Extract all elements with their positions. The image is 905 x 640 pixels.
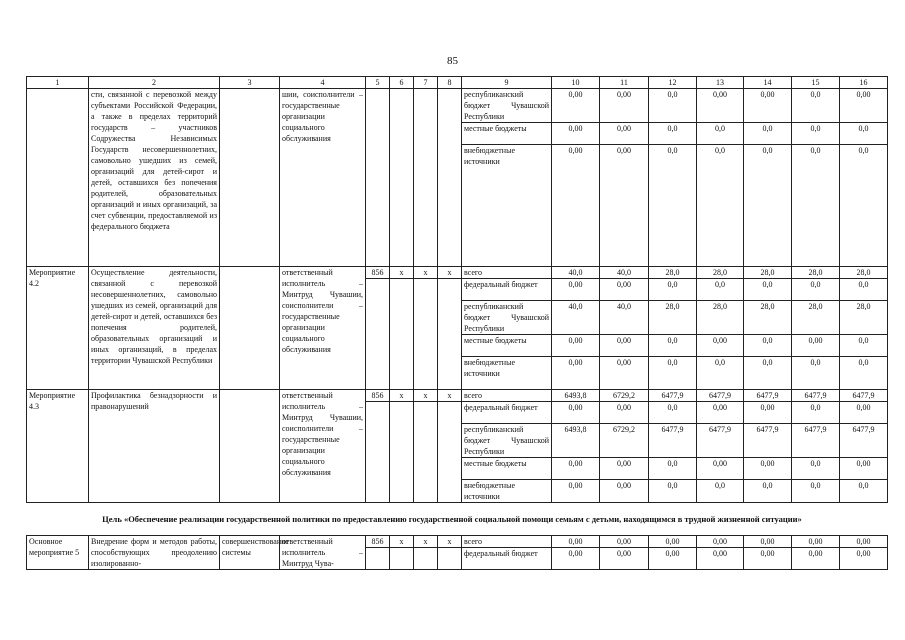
value-cell: 6477,9 [649,424,697,458]
value-cell: 6477,9 [744,390,792,402]
value-cell: 0,0 [649,402,697,424]
value-cell: 0,00 [552,536,600,548]
code-cell [414,548,438,570]
col-header: 1 [27,77,89,89]
value-cell: 0,00 [840,458,888,480]
executor: ответственный исполнитель – Минтруд Чувашии, соисполнители – государственные организации социального обслуживания [280,267,366,390]
value-cell: 6729,2 [600,390,649,402]
code-cell: x [390,390,414,402]
code-cell [414,279,438,390]
value-cell: 28,0 [649,267,697,279]
col-header: 15 [792,77,840,89]
funding-source: внебюджетные источники [462,480,552,503]
value-cell: 0,00 [552,357,600,390]
col7-cell [414,89,438,267]
budget-table [26,76,888,503]
event-name: Профилактика безнадзорности и правонарушений [89,390,220,503]
value-cell: 0,0 [792,279,840,301]
value-cell: 0,00 [552,279,600,301]
value-cell: 0,0 [697,279,744,301]
value-cell: 28,0 [744,301,792,335]
col-header: 11 [600,77,649,89]
value-cell: 0,0 [744,357,792,390]
funding-source: всего [462,267,552,279]
col-header: 5 [366,77,390,89]
value-cell: 0,00 [552,335,600,357]
value-cell: 0,00 [744,458,792,480]
col3-cell [220,89,280,267]
event-name: Осуществление деятельности, связанной с перевозкой несовершеннолетних, самовольно ушедших из семей, организаций для детей-сирот и детей, оставшихся без попечения родителей, образовательных организаций и иных организаций, в пределах территории Чувашской Республики [89,267,220,390]
col5-cell [366,89,390,267]
value-cell: 0,0 [649,279,697,301]
value-cell: 0,00 [697,402,744,424]
value-cell: 0,0 [792,458,840,480]
code-cell: x [390,267,414,279]
code-cell: x [414,390,438,402]
value-cell: 0,00 [552,480,600,503]
value-cell: 28,0 [840,267,888,279]
table-row [27,89,888,123]
funding-source: всего [462,536,552,548]
value-cell: 0,0 [649,123,697,145]
value-cell: 0,00 [600,145,649,267]
funding-source: федеральный бюджет [462,279,552,301]
value-cell: 40,0 [552,301,600,335]
code-cell: x [438,267,462,279]
goal-heading: Цель «Обеспечение реализации государственной политики по предоставлению государственной социальной помощи семьям с детьми, находящимся в трудной жизненной ситуации» [102,514,802,524]
code-cell [366,548,390,570]
col3-cell [220,267,280,390]
value-cell: 0,0 [744,279,792,301]
value-cell: 0,0 [744,335,792,357]
value-cell: 0,00 [600,480,649,503]
value-cell: 28,0 [792,267,840,279]
funding-source: федеральный бюджет [462,548,552,570]
value-cell: 6477,9 [840,390,888,402]
event-type: Основное мероприятие 5 [27,536,89,570]
value-cell: 0,00 [552,145,600,267]
value-cell: 0,0 [792,145,840,267]
col3-cell: совершенствование системы [220,536,280,570]
value-cell: 0,00 [792,548,840,570]
value-cell: 0,0 [792,89,840,123]
col-header: 8 [438,77,462,89]
value-cell: 0,00 [649,548,697,570]
funding-source: всего [462,390,552,402]
code-cell: x [438,536,462,548]
col-header: 7 [414,77,438,89]
code-cell: x [414,267,438,279]
value-cell: 0,00 [552,123,600,145]
value-cell: 0,00 [840,89,888,123]
funding-source: республиканский бюджет Чувашской Республики [462,89,552,123]
col-header: 9 [462,77,552,89]
value-cell: 0,0 [649,458,697,480]
code-cell [438,402,462,503]
value-cell: 0,0 [697,123,744,145]
col-header: 3 [220,77,280,89]
value-cell: 0,00 [792,536,840,548]
code-cell: 856 [366,536,390,548]
code-cell [390,402,414,503]
col3-cell [220,390,280,503]
value-cell: 0,00 [600,335,649,357]
value-cell: 0,00 [600,357,649,390]
value-cell: 0,00 [792,335,840,357]
value-cell: 0,00 [744,536,792,548]
value-cell: 0,00 [552,458,600,480]
value-cell: 0,0 [840,480,888,503]
col-header: 10 [552,77,600,89]
value-cell: 0,00 [697,89,744,123]
code-cell [390,548,414,570]
executor: ответственный исполнитель – Минтруд Чувашии, соисполнители – государственные организации социального обслуживания [280,390,366,503]
value-cell: 6477,9 [792,390,840,402]
value-cell: 0,0 [744,145,792,267]
value-cell: 6477,9 [697,390,744,402]
code-cell: x [390,536,414,548]
code-cell [414,402,438,503]
funding-source: республиканский бюджет Чувашской Республики [462,424,552,458]
value-cell: 0,0 [649,357,697,390]
value-cell: 0,0 [697,145,744,267]
executor: ответственный исполнитель – Минтруд Чува- [280,536,366,570]
funding-source: местные бюджеты [462,458,552,480]
value-cell: 28,0 [792,301,840,335]
funding-source: местные бюджеты [462,335,552,357]
code-cell [438,279,462,390]
value-cell: 6477,9 [649,390,697,402]
col6-cell [390,89,414,267]
event-type-cell [27,89,89,267]
value-cell: 0,00 [697,458,744,480]
event-name: Внедрение форм и методов работы, способствующих преодолению изолированно- [89,536,220,570]
value-cell: 0,0 [792,480,840,503]
value-cell: 0,00 [649,536,697,548]
value-cell: 0,00 [744,402,792,424]
value-cell: 0,0 [792,357,840,390]
value-cell: 0,0 [840,335,888,357]
value-cell: 0,00 [600,548,649,570]
col-header: 2 [89,77,220,89]
value-cell: 28,0 [649,301,697,335]
value-cell: 0,0 [649,145,697,267]
value-cell: 6477,9 [697,424,744,458]
value-cell: 28,0 [744,267,792,279]
value-cell: 0,00 [600,89,649,123]
value-cell: 0,0 [840,357,888,390]
col-header: 16 [840,77,888,89]
col8-cell [438,89,462,267]
col-header: 13 [697,77,744,89]
value-cell: 0,0 [840,279,888,301]
col-header: 14 [744,77,792,89]
value-cell: 6477,9 [792,424,840,458]
value-cell: 0,0 [840,145,888,267]
value-cell: 0,00 [600,402,649,424]
funding-source: республиканский бюджет Чувашской Республики [462,301,552,335]
value-cell: 40,0 [600,267,649,279]
event-type: Мероприятие 4.3 [27,390,89,503]
value-cell: 0,0 [697,357,744,390]
event-type: Мероприятие 4.2 [27,267,89,390]
code-cell [438,548,462,570]
value-cell: 0,00 [552,89,600,123]
value-cell: 0,00 [552,402,600,424]
code-cell [366,402,390,503]
value-cell: 0,0 [840,123,888,145]
value-cell: 6493,8 [552,424,600,458]
value-cell: 0,0 [744,123,792,145]
value-cell: 28,0 [697,267,744,279]
event-name: сти, связанной с перевозкой между субъектами Российской Федерации, а также в пределах территорий государств – участников Содружества Независимых Государств несовершеннолетних, самовольно ушедших из семей, организаций для детей-сирот и детей, оставшихся без попечения родителей, образовательных организаций и иных организаций, за счет субвенции, предоставляемой из федерального бюджета [89,89,220,267]
value-cell: 0,00 [600,279,649,301]
table-row [27,390,888,402]
col-header: 12 [649,77,697,89]
value-cell: 0,0 [792,123,840,145]
funding-source: внебюджетные источники [462,357,552,390]
code-cell [366,279,390,390]
value-cell: 28,0 [840,301,888,335]
funding-source: местные бюджеты [462,123,552,145]
header-row [27,77,888,89]
value-cell: 28,0 [697,301,744,335]
col-header: 6 [390,77,414,89]
value-cell: 0,00 [552,548,600,570]
value-cell: 0,00 [840,402,888,424]
code-cell: 856 [366,390,390,402]
value-cell: 0,00 [697,335,744,357]
value-cell: 0,00 [744,89,792,123]
value-cell: 0,00 [600,536,649,548]
value-cell: 0,00 [697,548,744,570]
value-cell: 0,0 [792,402,840,424]
table-row [27,267,888,279]
page-number: 85 [447,55,458,67]
value-cell: 0,00 [744,548,792,570]
code-cell [390,279,414,390]
code-cell: 856 [366,267,390,279]
funding-source: внебюджетные источники [462,145,552,267]
value-cell: 0,00 [600,458,649,480]
value-cell: 0,00 [840,536,888,548]
value-cell: 40,0 [600,301,649,335]
budget-table-continued [26,535,888,570]
value-cell: 0,00 [840,548,888,570]
value-cell: 0,0 [649,480,697,503]
value-cell: 0,0 [697,480,744,503]
value-cell: 6477,9 [840,424,888,458]
value-cell: 6477,9 [744,424,792,458]
value-cell: 0,0 [649,335,697,357]
value-cell: 0,00 [600,123,649,145]
funding-source: федеральный бюджет [462,402,552,424]
code-cell: x [414,536,438,548]
value-cell: 6493,8 [552,390,600,402]
value-cell: 0,00 [697,536,744,548]
executor: шии, соисполнители – государственные организации социального обслуживания [280,89,366,267]
table-row [27,536,888,548]
value-cell: 40,0 [552,267,600,279]
value-cell: 0,0 [649,89,697,123]
value-cell: 0,0 [744,480,792,503]
col-header: 4 [280,77,366,89]
code-cell: x [438,390,462,402]
value-cell: 6729,2 [600,424,649,458]
